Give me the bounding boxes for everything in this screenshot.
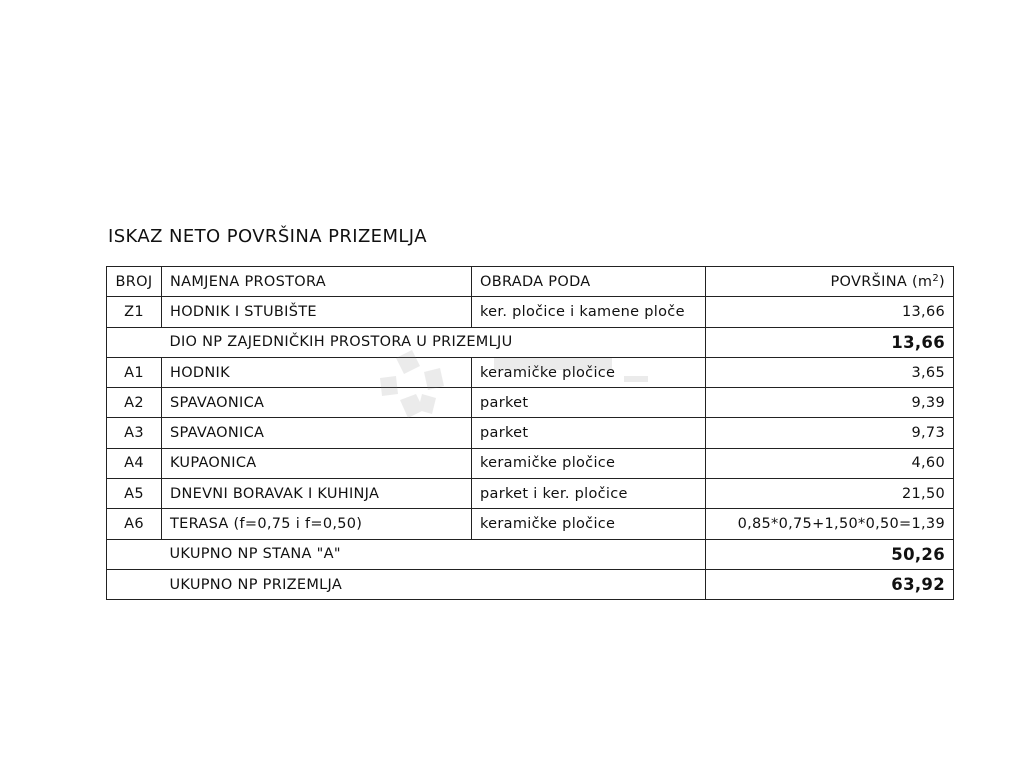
total-value: 63,92 xyxy=(706,569,954,599)
cell-broj-empty xyxy=(107,327,162,357)
cell-broj: Z1 xyxy=(107,297,162,327)
cell-broj: A5 xyxy=(107,479,162,509)
table-row xyxy=(107,448,954,478)
cell-povrsina: 0,85*0,75+1,50*0,50=1,39 xyxy=(706,509,954,539)
cell-povrsina: 9,39 xyxy=(706,388,954,418)
cell-obrada: keramičke pločice xyxy=(472,357,706,387)
table-row xyxy=(107,357,954,387)
table-row xyxy=(107,418,954,448)
subtotal-row xyxy=(107,327,954,357)
total-label: UKUPNO NP PRIZEMLJA xyxy=(162,569,706,599)
subtotal-label: UKUPNO NP STANA "A" xyxy=(162,539,706,569)
cell-broj: A4 xyxy=(107,448,162,478)
cell-broj-empty xyxy=(107,539,162,569)
total-row xyxy=(107,569,954,599)
header-povrsina xyxy=(706,267,954,297)
header-povrsina-exponent: 2 xyxy=(932,273,940,285)
cell-broj: A1 xyxy=(107,357,162,387)
area-table xyxy=(106,266,954,600)
document-title: ISKAZ NETO POVRŠINA PRIZEMLJA xyxy=(108,226,427,247)
header-broj: BROJ xyxy=(107,267,162,297)
table-row xyxy=(107,297,954,327)
table-header-row xyxy=(107,267,954,297)
cell-povrsina: 9,73 xyxy=(706,418,954,448)
subtotal-value: 13,66 xyxy=(706,327,954,357)
subtotal-row xyxy=(107,539,954,569)
cell-broj: A3 xyxy=(107,418,162,448)
cell-namjena: HODNIK I STUBIŠTE xyxy=(162,297,472,327)
cell-povrsina: 21,50 xyxy=(706,479,954,509)
header-povrsina-close: ) xyxy=(939,274,945,291)
cell-namjena: SPAVAONICA xyxy=(162,388,472,418)
cell-obrada: keramičke pločice xyxy=(472,509,706,539)
cell-namjena: TERASA (f=0,75 i f=0,50) xyxy=(162,509,472,539)
cell-broj: A2 xyxy=(107,388,162,418)
table-row xyxy=(107,479,954,509)
subtotal-label: DIO NP ZAJEDNIČKIH PROSTORA U PRIZEMLJU xyxy=(162,327,706,357)
cell-namjena: KUPAONICA xyxy=(162,448,472,478)
header-namjena: NAMJENA PROSTORA xyxy=(162,267,472,297)
cell-namjena: DNEVNI BORAVAK I KUHINJA xyxy=(162,479,472,509)
cell-obrada: parket i ker. pločice xyxy=(472,479,706,509)
table-row xyxy=(107,509,954,539)
cell-povrsina: 4,60 xyxy=(706,448,954,478)
cell-obrada: keramičke pločice xyxy=(472,448,706,478)
cell-povrsina: 13,66 xyxy=(706,297,954,327)
cell-namjena: HODNIK xyxy=(162,357,472,387)
subtotal-value: 50,26 xyxy=(706,539,954,569)
cell-obrada: parket xyxy=(472,388,706,418)
cell-broj-empty xyxy=(107,569,162,599)
header-obrada: OBRADA PODA xyxy=(472,267,706,297)
header-povrsina-label: POVRŠINA (m xyxy=(830,274,933,291)
cell-povrsina: 3,65 xyxy=(706,357,954,387)
cell-broj: A6 xyxy=(107,509,162,539)
cell-namjena: SPAVAONICA xyxy=(162,418,472,448)
cell-obrada: ker. pločice i kamene ploče xyxy=(472,297,706,327)
cell-obrada: parket xyxy=(472,418,706,448)
table-row xyxy=(107,388,954,418)
